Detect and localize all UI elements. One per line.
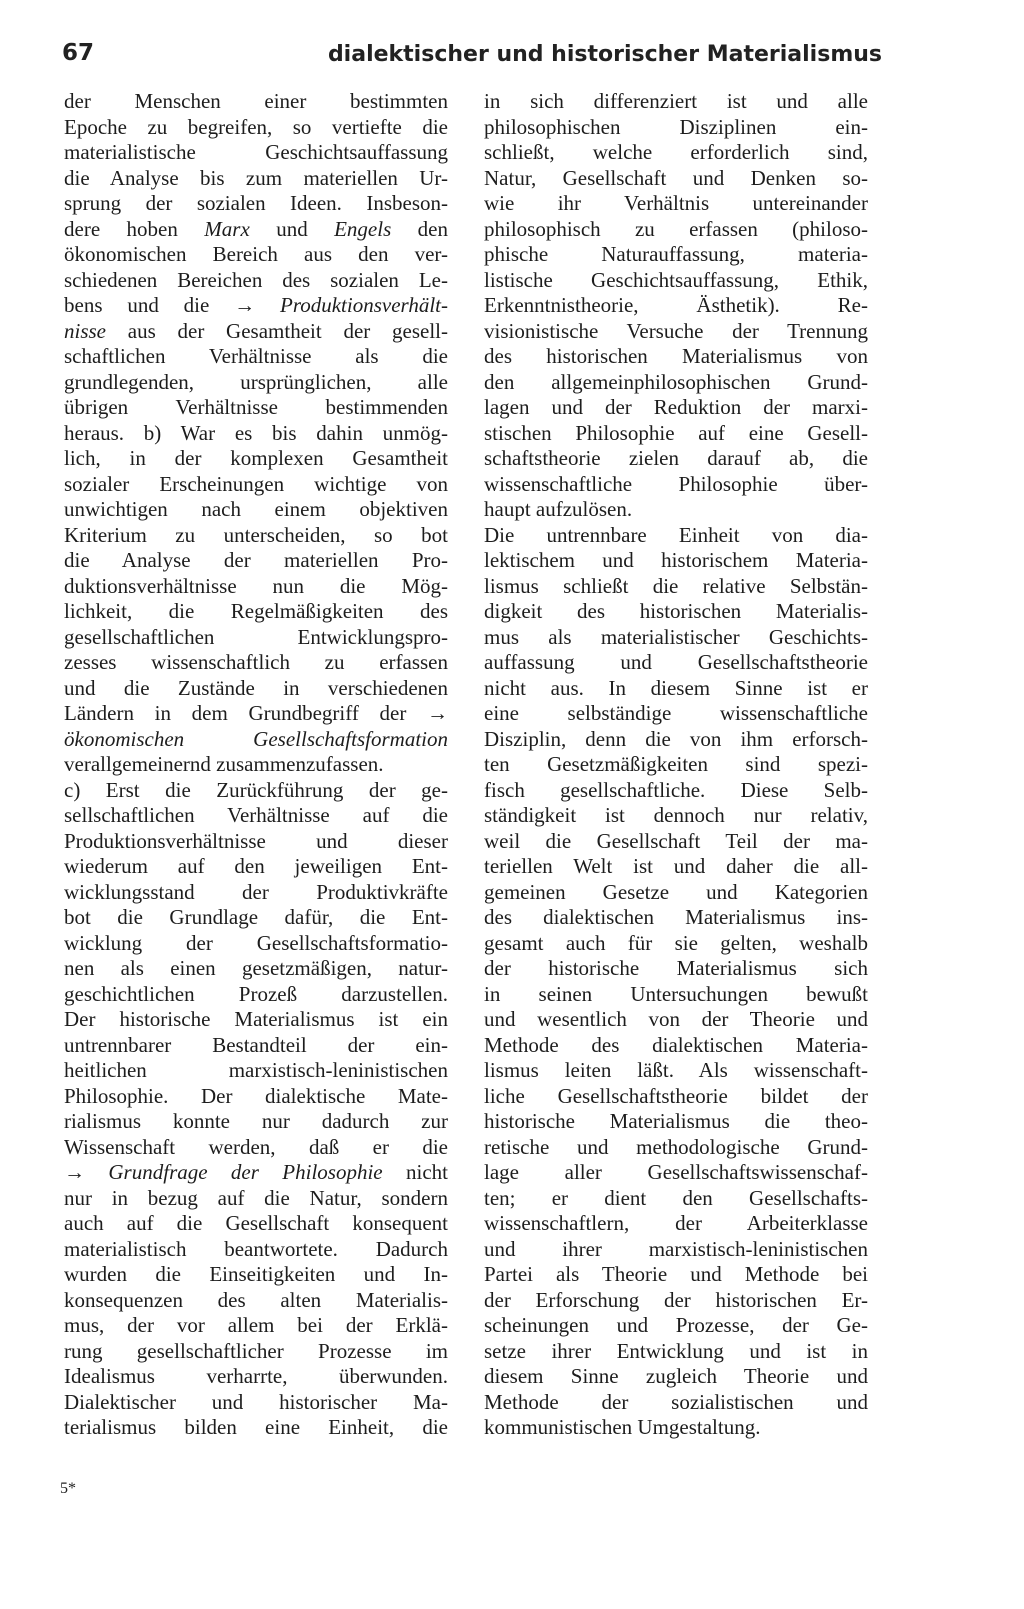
text-line: Philosophie. Der dialektische Mate- (64, 1083, 448, 1108)
text-line: mus, der vor allem bei der Erklä- (64, 1313, 448, 1337)
text-line: der Menschen einer bestimmten (64, 89, 448, 113)
text-line: Methode des dialektischen Materia- (484, 1032, 868, 1057)
text-line: nicht aus. In diesem Sinne ist er (484, 675, 868, 700)
text-line: diesem Sinne zugleich Theorie und (484, 1364, 868, 1388)
text-line: ten Gesetzmäßigkeiten sind spezi- (484, 752, 868, 776)
page-number: 67 (62, 40, 95, 66)
text-line: schiedenen Bereichen des sozialen Le- (64, 267, 448, 292)
text-line: untrennbarer Bestandteil der ein- (64, 1032, 448, 1057)
text-line: ten; er dient den Gesellschafts- (484, 1185, 868, 1210)
text-line: zesses wissenschaftlich zu erfassen (64, 650, 448, 674)
sheet-signature: 5* (60, 1480, 76, 1497)
text-line: duktionsverhältnisse nun die Mög- (64, 573, 448, 598)
text-line: Wissenschaft werden, daß er die (64, 1134, 448, 1159)
text-line (64, 217, 448, 243)
text-line: historische Materialismus die theo- (484, 1109, 868, 1133)
text-line: wicklung der Gesellschaftsformatio- (64, 930, 448, 955)
text-line: visionistische Versuche der Trennung (484, 318, 868, 343)
text-line: lismus leiten läßt. Als wissenschaft- (484, 1058, 868, 1082)
text-run: dere hoben (64, 216, 205, 241)
text-line: mus als materialistischer Geschichts- (484, 624, 868, 649)
text-line: übrigen Verhältnisse bestimmenden (64, 395, 448, 419)
text-run: und (249, 216, 335, 241)
text-line: fisch gesellschaftliche. Diese Selb- (484, 777, 868, 802)
text-line: eine selbständige wissenschaftliche (484, 701, 868, 725)
text-column-right (484, 89, 868, 1441)
text-line: Dialektischer und historischer Ma- (64, 1389, 448, 1414)
text-line: lich, in der komplexen Gesamtheit (64, 446, 448, 470)
text-run: den (391, 216, 448, 241)
text-line: gesamt auch für sie gelten, weshalb (484, 930, 868, 955)
text-line: lage aller Gesellschaftswissenschaf- (484, 1160, 868, 1184)
text-line: rung gesellschaftlicher Prozesse im (64, 1338, 448, 1363)
text-line: scheinungen und Prozesse, der Ge- (484, 1313, 868, 1337)
text-line: nur in bezug auf die Natur, sondern (64, 1185, 448, 1210)
text-line: kommunistischen Umgestaltung. (484, 1415, 761, 1439)
page-header (62, 32, 882, 78)
cross-reference-term: Engels (334, 216, 392, 241)
text-line: auch auf die Gesellschaft konsequent (64, 1211, 448, 1235)
text-line: ständigkeit ist dennoch nur relativ, (484, 803, 868, 827)
text-line: konsequenzen des alten Materialis- (64, 1287, 448, 1312)
text-line: sellschaftlichen Verhältnisse auf die (64, 803, 448, 827)
text-line: sozialer Erscheinungen wichtige von (64, 471, 448, 496)
text-line: Disziplin, denn die von ihm erforsch- (484, 726, 868, 751)
text-line: gesellschaftlichen Entwicklungspro- (64, 624, 448, 649)
text-line: des dialektischen Materialismus ins- (484, 905, 868, 929)
text-run: nicht (382, 1160, 449, 1184)
text-line: Natur, Gesellschaft und Denken so- (484, 165, 868, 190)
text-line: teriellen Welt ist und daher die all- (484, 854, 868, 878)
text-line: haupt aufzulösen. (484, 497, 633, 521)
running-head: dialektischer und historischer Materialismus (327, 42, 882, 67)
text-line: auffassung und Gesellschaftstheorie (484, 650, 868, 674)
text-line: Ländern in dem Grundbegriff der → (64, 701, 448, 725)
text-line: sprung der sozialen Ideen. Insbeson- (64, 191, 448, 215)
text-line (64, 319, 448, 345)
text-line: schaftstheorie zielen darauf ab, die (484, 446, 868, 470)
text-line: geschichtlichen Prozeß darzustellen. (64, 981, 448, 1006)
text-line: lichkeit, die Regelmäßigkeiten des (64, 599, 448, 623)
text-line: Kriterium zu unterscheiden, so bot (64, 522, 448, 547)
cross-reference-term: Grundfrage der Philosophie (108, 1160, 383, 1184)
text-line: terialismus bilden eine Einheit, die (64, 1415, 448, 1439)
cross-reference-term: nisse (64, 318, 106, 343)
text-line: den allgemeinphilosophischen Grund- (484, 369, 868, 394)
text-line: listische Geschichtsauffassung, Ethik, (484, 267, 868, 292)
text-line: gemeinen Gesetze und Kategorien (484, 879, 868, 904)
text-line: Erkenntnistheorie, Ästhetik). Re- (484, 293, 868, 317)
text-line: nen als einen gesetzmäßigen, natur- (64, 956, 448, 980)
text-line (64, 293, 448, 319)
text-line: Epoche zu begreifen, so vertiefte die (64, 114, 448, 139)
text-line: Produktionsverhältnisse und dieser (64, 828, 448, 853)
text-line: in seinen Untersuchungen bewußt (484, 981, 868, 1006)
text-run: → (64, 1160, 109, 1184)
text-line: wissenschaftliche Philosophie über- (484, 471, 868, 496)
text-line: lagen und der Reduktion der marxi- (484, 395, 868, 419)
text-line: die Analyse der materiellen Pro- (64, 548, 448, 572)
text-line: grundlegenden, ursprünglichen, alle (64, 369, 448, 394)
text-line: Idealismus verharrte, überwunden. (64, 1364, 448, 1388)
text-line: Partei als Theorie und Methode bei (484, 1262, 868, 1286)
text-line: Die untrennbare Einheit von dia- (484, 522, 868, 547)
text-line: c) Erst die Zurückführung der ge- (64, 777, 448, 802)
text-line: verallgemeinernd zusammenzufassen. (64, 752, 384, 776)
text-line: der historische Materialismus sich (484, 956, 868, 980)
text-line: weil die Gesellschaft Teil der ma- (484, 828, 868, 853)
text-line: materialistisch beantwortete. Dadurch (64, 1236, 448, 1261)
text-line: unwichtigen nach einem objektiven (64, 497, 448, 521)
text-line: heraus. b) War es bis dahin unmög- (64, 420, 448, 445)
text-line: heitlichen marxistisch-leninistischen (64, 1058, 448, 1082)
text-line: digkeit des historischen Materialis- (484, 599, 868, 623)
text-line: schaftlichen Verhältnisse als die (64, 344, 448, 368)
text-run: aus der Gesamtheit der gesell- (106, 318, 448, 343)
text-line: wie ihr Verhältnis untereinander (484, 191, 868, 215)
text-line: philosophisch zu erfassen (philoso- (484, 216, 868, 241)
text-line: lektischem und historischem Materia- (484, 548, 868, 572)
text-line: retische und methodologische Grund- (484, 1134, 868, 1159)
text-line: schließt, welche erforderlich sind, (484, 140, 868, 164)
text-line: setze ihrer Entwicklung und ist in (484, 1338, 868, 1363)
cross-reference-term: Produktionsverhält- (280, 293, 448, 317)
text-line: wiederum auf den jeweiligen Ent- (64, 854, 448, 878)
text-line: und wesentlich von der Theorie und (484, 1007, 868, 1031)
text-line: des historischen Materialismus von (484, 344, 868, 368)
cross-reference-term: Marx (204, 216, 250, 241)
text-line (64, 727, 448, 753)
text-line: bot die Grundlage dafür, die Ent- (64, 905, 448, 929)
text-line: der Erforschung der historischen Er- (484, 1287, 868, 1312)
text-line: Der historische Materialismus ist ein (64, 1007, 448, 1031)
text-line: philosophischen Disziplinen ein- (484, 114, 868, 139)
text-line: wissenschaftlern, der Arbeiterklasse (484, 1211, 868, 1235)
text-line: wurden die Einseitigkeiten und In- (64, 1262, 448, 1286)
text-line (64, 1160, 448, 1186)
text-line: materialistische Geschichtsauffassung (64, 140, 448, 164)
text-line: wicklungsstand der Produktivkräfte (64, 879, 448, 904)
text-line: stischen Philosophie auf eine Gesell- (484, 420, 868, 445)
text-line: lismus schließt die relative Selbstän- (484, 573, 868, 598)
text-line: die Analyse bis zum materiellen Ur- (64, 165, 448, 190)
text-column-left (64, 89, 448, 1441)
text-line: und die Zustände in verschiedenen (64, 675, 448, 700)
text-line: ökonomischen Bereich aus den ver- (64, 242, 448, 266)
text-line: Methode der sozialistischen und (484, 1389, 868, 1414)
text-line: liche Gesellschaftstheorie bildet der (484, 1083, 868, 1108)
text-run: bens und die → (64, 293, 281, 317)
text-line: phische Naturauffassung, materia- (484, 242, 868, 266)
text-line: in sich differenziert ist und alle (484, 89, 868, 113)
cross-reference-term: ökonomischen Gesellschaftsformation (64, 726, 448, 751)
text-line: rialismus konnte nur dadurch zur (64, 1109, 448, 1133)
text-line: und ihrer marxistisch-leninistischen (484, 1236, 868, 1261)
